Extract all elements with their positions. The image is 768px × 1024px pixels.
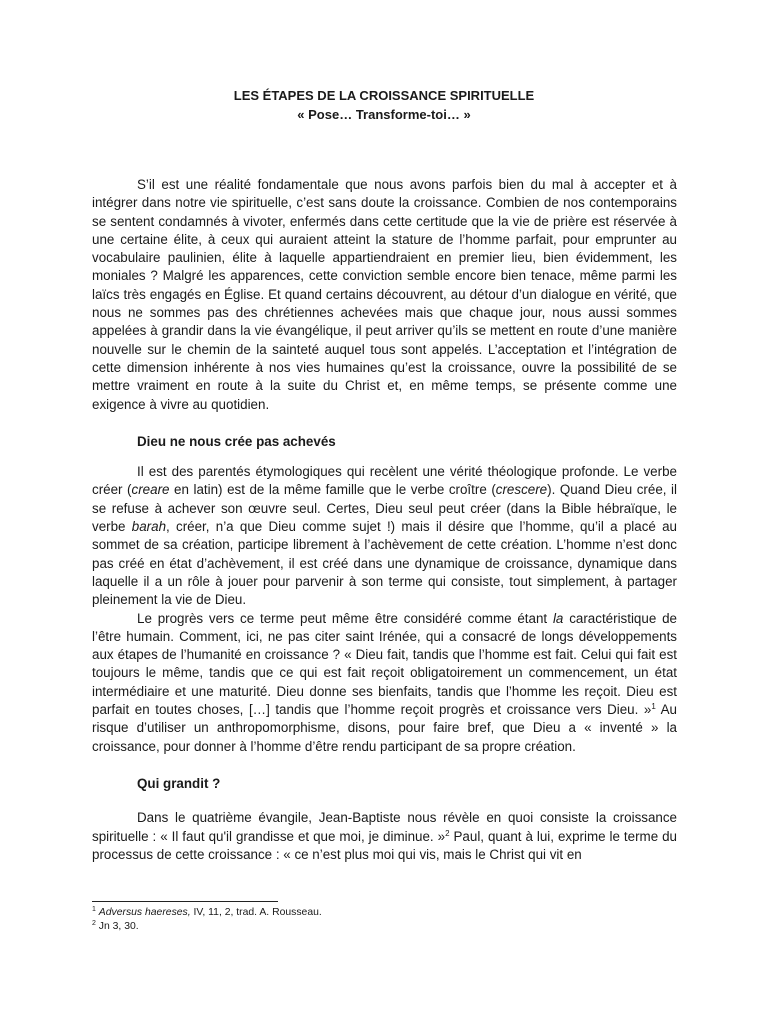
title-block — [0, 86, 768, 124]
text-run: en latin) est de la même famille que le verbe croître ( — [169, 482, 496, 498]
text-run: caractéristique de l’être humain. Comment, ici, ne pas citer saint Irénée, qui a consacré de longs développements aux étapes de l’humanité en croissance ? « Dieu fait, tandis que l’homme est fait. Celui qui fait est toujours le même, tandis que ce qui est fait reçoit obligatoirement un commencement, un état intermédiaire et une maturité. Dieu donne ses bienfaits, tandis que l’homme les reçoit. Dieu est parfait en toutes choses, […] tandis que l’homme reçoit progrès et croissance vers Dieu. » — [92, 610, 677, 718]
text-run: Paul, quant à lui, exprime le terme du processus de cette croissance : « ce n’est plus moi qui vis, mais le Christ qui vit en — [92, 828, 677, 862]
footnote-1 — [92, 906, 322, 920]
footnote-italic: Adversus haereses, — [98, 907, 191, 918]
footnote-number: 2 — [92, 919, 96, 927]
section-heading-dieu-ne-nous-cree-pas: Dieu ne nous crée pas achevés — [137, 433, 336, 449]
footnote-text: IV, 11, 2, trad. A. Rousseau. — [190, 907, 322, 918]
italic-run: barah — [131, 519, 167, 535]
footnote-2 — [92, 920, 322, 934]
paragraph-intro: S’il est une réalité fondamentale que nous avons parfois bien du mal à accepter et à intégrer dans notre vie spirituelle, c’est sans doute la croissance. Combien de nos contemporains se sentent condamnés à vivoter, enfermés dans cette certitude que la vie de prière est réservée à une certaine élite, à ceux qui auraient atteint la stature de l’homme parfait, pour emprunter au vocabulaire paulinien, élite à laquelle appartiendraient en premier lieu, bien évidemment, les moniales ? Malgré les apparences, cette conviction semble encore bien tenace, même parmi les laïcs très engagés en Église. Et quand certains découvrent, au détour d’un dialogue en vérité, que nous ne sommes pas des chrétiennes achevées mais que chaque jour, nous aussi sommes appelées à grandir dans la vie évangélique, il peut arriver qu’ils se mettent en route d’une manière nouvelle sur le chemin de la sainteté auquel tous sont appelés. L’acceptation et l’intégration de cette dimension inhérente à nos vies humaines qu’est la croissance, ouvre la possibilité de se mettre vraiment en route à la suite du Christ et, en même temps, se présente comme une exigence à vivre au quotidien. — [92, 177, 677, 412]
footnote-text: Jn 3, 30. — [95, 920, 139, 932]
text-run: , créer, n’a que Dieu comme sujet !) mais il désire que l’homme, qu’il a placé au sommet de sa création, participe librement à l’achèvement de cette création. L’homme n’est donc pas créé en état d’achèvement, il est créé dans une dynamique de croissance, dynamique dans laquelle il a un rôle à jouer pour parvenir à son terme qui consiste, tout simplement, à partager pleinement la vie de Dieu. — [92, 519, 677, 608]
paragraph-irenee — [92, 610, 677, 756]
footnote-ref-2[interactable]: 2 — [445, 828, 450, 838]
body-text — [92, 176, 677, 864]
italic-run: crescere — [495, 482, 548, 498]
footnote-number: 1 — [92, 906, 96, 913]
italic-run: creare — [131, 482, 170, 498]
paragraph-etymologie — [92, 463, 677, 609]
text-run: Dans le quatrième évangile, Jean-Baptiste nous révèle en quoi consiste la croissance spirituelle : « Il faut qu'il grandisse et que moi, je diminue. » — [92, 810, 677, 844]
footnote-divider — [92, 901, 278, 902]
footnote-ref-1[interactable]: 1 — [651, 702, 656, 712]
page-title: LES ÉTAPES DE LA CROISSANCE SPIRITUELLE — [233, 88, 535, 103]
text-run: Il est des parentés étymologiques qui recèlent une vérité théologique profonde. Le verbe créer ( — [92, 464, 677, 498]
footnotes — [92, 906, 322, 933]
page-subtitle: « Pose… Transforme-toi… » — [297, 107, 471, 122]
paragraph-jean-baptiste — [92, 809, 677, 864]
text-run: ). Quand Dieu crée, il se refuse à achever son œuvre seul. Certes, Dieu seul peut créer (dans la Bible hébraïque, le verbe — [92, 482, 677, 535]
text-run: Le progrès vers ce terme peut même être considéré comme étant — [137, 610, 553, 626]
text-run: Au risque d’utiliser un anthropomorphisme, disons, pour faire bref, que Dieu a « inventé » la croissance, pour donner à l’homme d’être rendu participant de sa propre création. — [92, 702, 677, 754]
italic-run: la — [552, 610, 564, 626]
section-heading-qui-grandit: Qui grandit ? — [137, 775, 221, 791]
